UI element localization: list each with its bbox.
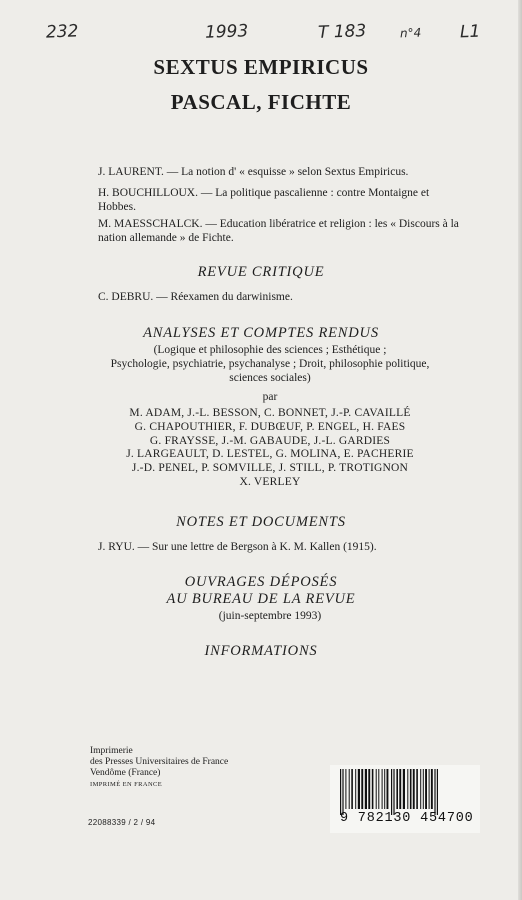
section-heading-ouvrages: OUVRAGES DÉPOSÉS: [184, 574, 338, 590]
printer-imprint: [90, 746, 228, 790]
article-author: C. DEBRU.: [98, 291, 154, 303]
article-author: J. LAURENT.: [98, 166, 164, 178]
barcode-bar: [420, 769, 421, 809]
barcode-bar: [410, 769, 412, 809]
page-edge: [518, 0, 522, 900]
article-entry: [98, 165, 470, 179]
section-heading-informations: INFORMATIONS: [204, 643, 318, 659]
article-title: — La politique pascalienne : contre Montaigne et Hobbes.: [98, 187, 430, 213]
barcode-bar: [391, 769, 392, 815]
reviewer-names-line: G. FRAYSSE, J.-M. GABAUDE, J.-L. GARDIES: [149, 434, 391, 447]
article-author: H. BOUCHILLOUX.: [98, 187, 198, 199]
section-heading-revue-critique: REVUE CRITIQUE: [197, 264, 325, 280]
section-heading-notes: NOTES ET DOCUMENTS: [176, 514, 346, 530]
barcode-bar: [372, 769, 374, 809]
barcode-bar: [399, 769, 401, 809]
article-author: M. MAESSCHALCK.: [98, 218, 203, 230]
barcode-bar: [345, 769, 346, 809]
printer-line: IMPRIMÉ EN FRANCE: [90, 781, 163, 788]
barcode-bar: [423, 769, 424, 809]
reviewer-names-line: J.-D. PENEL, P. SOMVILLE, J. STILL, P. TROTIGNON: [131, 462, 409, 475]
handwritten-note-year: 1993: [204, 21, 249, 43]
reviewer-names-line: X. VERLEY: [239, 475, 301, 488]
analyses-subtitle-line: sciences sociales): [229, 372, 311, 384]
article-title: — Education libératrice et religion : les « Discours à la nation allemande » de Fichte.: [98, 218, 459, 244]
barcode-bar: [393, 769, 394, 815]
par-label: par: [262, 391, 278, 403]
article-title: — La notion d' « esquisse » selon Sextus Empiricus.: [163, 166, 409, 178]
article-author: J. RYU.: [98, 541, 135, 553]
barcode-bar: [403, 769, 405, 809]
handwritten-note-volume: T 183: [317, 21, 367, 43]
barcode-bar: [387, 769, 389, 809]
analyses-subtitle: [80, 343, 460, 385]
barcode-bar: [378, 769, 379, 809]
barcode-bar: [358, 769, 360, 809]
article-entry: [98, 290, 470, 304]
article-title: — Sur une lettre de Bergson à K. M. Kallen (1915).: [134, 541, 377, 553]
article-title: — Réexamen du darwinisme.: [153, 291, 293, 303]
barcode-bar: [416, 769, 418, 809]
printer-line: Imprimerie: [90, 746, 133, 756]
ouvrages-date: (juin-septembre 1993): [218, 610, 322, 622]
barcode-bar: [429, 769, 430, 809]
barcode-bar: [431, 769, 433, 809]
handwritten-note-issue: n°4: [399, 25, 422, 41]
barcode-bar: [351, 769, 353, 809]
handwritten-note-number: 232: [45, 21, 79, 43]
printer-line: des Presses Universitaires de France: [90, 757, 229, 767]
barcode-bar: [384, 769, 385, 809]
reviewer-names-line: M. ADAM, J.-L. BESSON, C. BONNET, J.-P. CAVAILLÉ: [129, 407, 411, 419]
section-heading-ouvrages-line-2: AU BUREAU DE LA REVUE: [166, 591, 356, 607]
reviewer-names-line: G. CHAPOUTHIER, F. DUBŒUF, P. ENGEL, H. FAES: [134, 420, 406, 433]
barcode-bar: [349, 769, 350, 809]
print-code: 22088339 / 2 / 94: [88, 818, 156, 827]
isbn-number: 9 782130 454700: [340, 811, 474, 826]
printer-line: Vendôme (France): [90, 768, 161, 778]
barcode-bar: [365, 769, 367, 809]
article-entry: [98, 217, 470, 245]
barcode-bar: [368, 769, 370, 809]
barcode-bar: [413, 769, 415, 809]
barcode-bar: [407, 769, 408, 809]
barcode-bar: [376, 769, 377, 809]
barcode-bar: [342, 769, 343, 815]
barcode-bar: [355, 769, 356, 809]
barcode-bar: [382, 769, 383, 809]
article-entry: [98, 540, 470, 554]
issue-title-line-2: PASCAL, FICHTE: [170, 90, 352, 114]
barcode-bar: [396, 769, 398, 809]
section-heading-analyses: ANALYSES ET COMPTES RENDUS: [143, 325, 379, 341]
barcode-bar: [425, 769, 427, 809]
barcode-bar: [340, 769, 341, 815]
barcode-bar: [437, 769, 438, 815]
handwritten-note-code: L1: [459, 21, 481, 43]
analyses-subtitle-line: (Logique et philosophie des sciences ; Esthétique ;: [153, 344, 387, 356]
reviewer-names: [80, 407, 460, 490]
article-entry: [98, 186, 470, 214]
barcode-bar: [361, 769, 363, 809]
reviewer-names-line: J. LARGEAULT, D. LESTEL, G. MOLINA, E. PACHERIE: [126, 448, 414, 461]
barcode-bar: [434, 769, 435, 815]
analyses-subtitle-line: Psychologie, psychiatrie, psychanalyse ; Droit, philosophie politique,: [110, 358, 430, 370]
issue-title-line-1: SEXTUS EMPIRICUS: [153, 55, 369, 79]
